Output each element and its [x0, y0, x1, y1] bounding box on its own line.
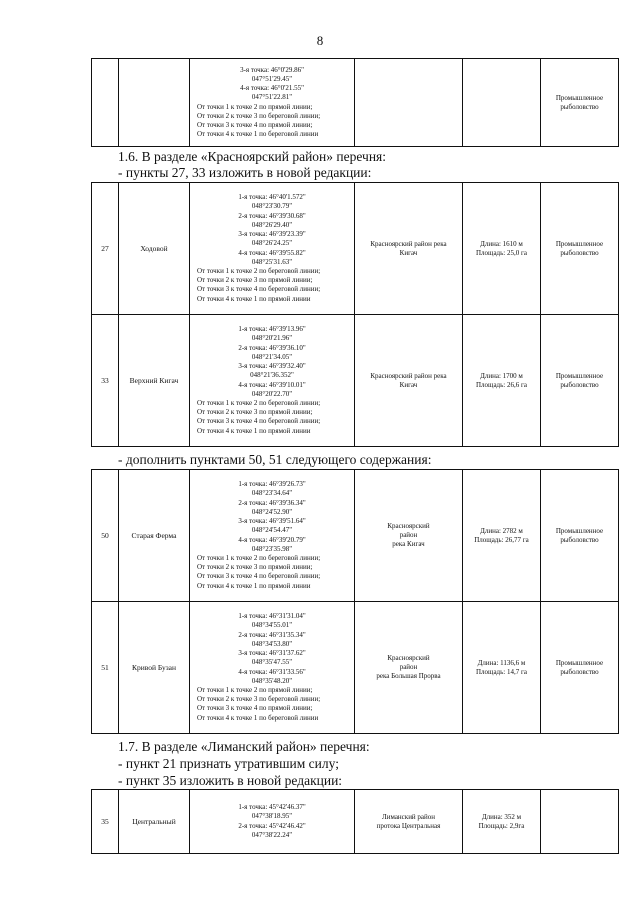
region-line: Красноярский	[387, 654, 430, 662]
site-name: Центральный	[119, 790, 190, 854]
size-line: Площадь: 25,0 га	[476, 248, 527, 257]
boundary-line: От точки 3 к точке 4 по прямой линии;	[197, 120, 313, 129]
coordinate-line: 048°35'48.20"	[251, 676, 293, 685]
boundary-line: От точки 2 к точке 3 по прямой линии;	[197, 563, 313, 572]
table-row	[92, 183, 619, 315]
site-name: Старая Ферма	[119, 470, 190, 602]
usage-type-cell	[541, 470, 619, 602]
coordinates-cell	[190, 790, 355, 854]
size-cell	[463, 470, 541, 602]
coordinates-cell	[190, 59, 355, 147]
coordinate-line: 048°21'34.05"	[251, 352, 293, 361]
size-line: Длина: 1136,6 м	[477, 658, 526, 667]
coordinates-cell	[190, 183, 355, 315]
coordinate-line: 4-я точка: 46°39'55.82"	[238, 248, 306, 257]
region-cell	[355, 183, 463, 315]
coordinate-line: 4-я точка: 46°31'33.56"	[238, 667, 306, 676]
usage-type-line: рыболовство	[560, 248, 599, 257]
size-cell	[463, 59, 541, 147]
row-number: 50	[92, 470, 119, 602]
size-line: Площадь: 26,6 га	[476, 380, 527, 389]
section-17-item-void: - пункт 21 признать утратившим силу;	[118, 756, 339, 771]
site-name: Кривой Бузан	[119, 602, 190, 734]
size-line: Длина: 1610 м	[480, 239, 523, 248]
size-line: Длина: 2782 м	[480, 526, 523, 535]
boundary-line: От точки 4 к точке 1 по прямой линии	[197, 581, 311, 590]
table-row	[92, 470, 619, 602]
region-line: Лиманский район	[381, 812, 436, 821]
region-cell	[355, 470, 463, 602]
region-cell	[355, 315, 463, 447]
coordinate-line: 047°51'22.81"	[251, 93, 293, 102]
usage-type-cell	[541, 183, 619, 315]
region-line: протока Центральная	[376, 821, 441, 830]
coordinate-line: 4-я точка: 46°39'20.79"	[238, 535, 306, 544]
coordinate-line: 2-я точка: 46°39'36.34"	[238, 498, 306, 507]
coordinates-cell	[190, 470, 355, 602]
section-17-heading: 1.7. В разделе «Лиманский район» перечня:	[118, 739, 370, 754]
boundary-line: От точки 4 к точке 1 по береговой линии	[197, 713, 319, 722]
coordinate-line: 048°24'52.90"	[251, 507, 293, 516]
table-row	[92, 602, 619, 734]
coordinate-line: 047°38'18.95"	[251, 812, 293, 821]
boundary-line: От точки 2 к точке 3 по прямой линии;	[197, 408, 313, 417]
size-line: Площадь: 14,7 га	[476, 667, 527, 676]
section-16-heading: 1.6. В разделе «Красноярский район» перечня:	[118, 149, 387, 164]
coordinate-line: 048°21'36.352"	[250, 371, 294, 380]
region-line: Красноярский	[387, 522, 430, 530]
coordinates-block	[197, 612, 347, 722]
coordinates-block	[197, 480, 347, 590]
size-cell	[463, 602, 541, 734]
coordinate-line: 048°20'21.96"	[251, 334, 293, 343]
table-row	[92, 790, 619, 854]
coordinate-line: 048°23'35.98"	[251, 544, 293, 553]
region-line: река Кигач	[392, 540, 425, 548]
row-number: 27	[92, 183, 119, 315]
size-cell	[463, 790, 541, 854]
site-name: Ходовой	[119, 183, 190, 315]
region-line: Красноярский район река	[370, 371, 447, 380]
boundary-line: От точки 2 к точке 3 по прямой линии;	[197, 276, 313, 285]
row-number	[92, 59, 119, 147]
size-cell	[463, 315, 541, 447]
boundary-line: От точки 3 к точке 4 по береговой линии;	[197, 285, 321, 294]
coordinate-line: 2-я точка: 46°39'36.10"	[238, 343, 306, 352]
region-line: Красноярский район река	[370, 239, 447, 248]
usage-type-line: Промышленное	[555, 371, 604, 380]
table-row	[92, 315, 619, 447]
coordinate-line: 048°20'22.70"	[251, 389, 293, 398]
coordinate-line: 048°25'31.63"	[251, 257, 293, 266]
row-number: 51	[92, 602, 119, 734]
coordinate-line: 047°51'29.45"	[251, 74, 293, 83]
table-17	[91, 789, 619, 854]
region-line: район	[399, 663, 418, 671]
section-17-item-edit: - пункт 35 изложить в новой редакции:	[118, 773, 343, 788]
region-line: Кигач	[399, 380, 418, 389]
coordinate-line: 048°23'34.64"	[251, 489, 293, 498]
coordinates-block	[197, 325, 347, 435]
coordinates-cell	[190, 602, 355, 734]
usage-type-cell	[541, 59, 619, 147]
coordinate-line: 4-я точка: 46°0'21.55"	[240, 84, 304, 93]
usage-type-line: Промышленное	[555, 93, 604, 102]
size-line: Длина: 1700 м	[480, 371, 523, 380]
usage-type-cell	[541, 315, 619, 447]
usage-type-cell	[541, 602, 619, 734]
boundary-line: От точки 1 к точке 2 по прямой линии;	[197, 685, 313, 694]
coordinates-block	[197, 803, 347, 840]
table-row	[92, 59, 619, 147]
usage-type-line: Промышленное	[555, 658, 604, 667]
coordinate-line: 047°38'22.24"	[251, 830, 293, 839]
coordinate-line: 2-я точка: 45°42'46.42"	[238, 821, 306, 830]
table-top	[91, 58, 619, 147]
site-name	[119, 59, 190, 147]
usage-type-line: рыболовство	[560, 535, 599, 544]
page-number: 8	[316, 33, 324, 48]
usage-type-line: рыболовство	[560, 102, 599, 111]
size-line: Площадь: 26,77 га	[474, 535, 529, 544]
boundary-line: От точки 4 к точке 1 по прямой линии	[197, 294, 311, 303]
boundary-line: От точки 1 к точке 2 по береговой линии;	[197, 266, 321, 275]
coordinate-line: 4-я точка: 46°39'10.01"	[238, 380, 306, 389]
coordinate-line: 3-я точка: 46°0'29.86"	[240, 65, 304, 74]
boundary-line: От точки 1 к точке 2 по береговой линии;	[197, 398, 321, 407]
coordinate-line: 3-я точка: 46°39'51.64"	[238, 517, 306, 526]
boundary-line: От точки 3 к точке 4 по береговой линии;	[197, 572, 321, 581]
region-cell	[355, 59, 463, 147]
coordinate-line: 2-я точка: 46°39'30.68"	[238, 211, 306, 220]
boundary-line: От точки 4 к точке 1 по береговой линии	[197, 130, 319, 139]
boundary-line: От точки 2 к точке 3 по береговой линии;	[197, 111, 321, 120]
coordinates-cell	[190, 315, 355, 447]
coordinate-line: 048°24'54.47"	[251, 526, 293, 535]
coordinate-line: 1-я точка: 46°39'13.96"	[238, 325, 306, 334]
coordinate-line: 1-я точка: 46°40'1.572"	[238, 193, 306, 202]
size-cell	[463, 183, 541, 315]
table-16b	[91, 469, 619, 734]
size-line: Длина: 352 м	[481, 812, 522, 821]
coordinate-line: 048°23'30.79"	[251, 202, 293, 211]
usage-type-line: Промышленное	[555, 526, 604, 535]
boundary-line: От точки 3 к точке 4 по прямой линии;	[197, 704, 313, 713]
site-name: Верхний Кигач	[119, 315, 190, 447]
coordinate-line: 3-я точка: 46°39'23.39"	[238, 230, 306, 239]
boundary-line: От точки 1 к точке 2 по прямой линии;	[197, 102, 313, 111]
coordinate-line: 1-я точка: 45°42'46.37"	[238, 803, 306, 812]
region-line: река Большая Прорва	[376, 672, 441, 680]
region-cell	[355, 602, 463, 734]
usage-type-line: Промышленное	[555, 239, 604, 248]
boundary-line: От точки 2 к точке 3 по береговой линии;	[197, 695, 321, 704]
coordinate-line: 3-я точка: 46°39'32.40"	[238, 362, 306, 371]
item-add: - дополнить пунктами 50, 51 следующего содержания:	[118, 452, 432, 467]
coordinate-line: 048°35'47.55"	[251, 658, 293, 667]
table-16a	[91, 182, 619, 447]
boundary-line: От точки 4 к точке 1 по прямой линии	[197, 426, 311, 435]
coordinate-line: 048°26'29.40"	[251, 220, 293, 229]
coordinates-block	[197, 66, 347, 140]
coordinate-line: 1-я точка: 46°31'31.04"	[238, 612, 306, 621]
boundary-line: От точки 1 к точке 2 по береговой линии;	[197, 553, 321, 562]
coordinate-line: 3-я точка: 46°31'37.62"	[238, 649, 306, 658]
usage-type-cell	[541, 790, 619, 854]
coordinate-line: 048°26'24.25"	[251, 239, 293, 248]
region-line: Кигач	[399, 248, 418, 257]
coordinate-line: 048°34'53.80"	[251, 639, 293, 648]
usage-type-line: рыболовство	[560, 667, 599, 676]
row-number: 33	[92, 315, 119, 447]
region-cell	[355, 790, 463, 854]
size-line: Площадь: 2,9га	[478, 821, 525, 830]
row-number: 35	[92, 790, 119, 854]
usage-type-line: рыболовство	[560, 380, 599, 389]
coordinate-line: 048°34'55.01"	[251, 621, 293, 630]
boundary-line: От точки 3 к точке 4 по береговой линии;	[197, 417, 321, 426]
coordinate-line: 1-я точка: 46°39'26.73"	[238, 480, 306, 489]
region-line: район	[399, 531, 418, 539]
coordinate-line: 2-я точка: 46°31'35.34"	[238, 630, 306, 639]
section-16-item-edit: - пункты 27, 33 изложить в новой редакции:	[118, 165, 372, 180]
coordinates-block	[197, 193, 347, 303]
